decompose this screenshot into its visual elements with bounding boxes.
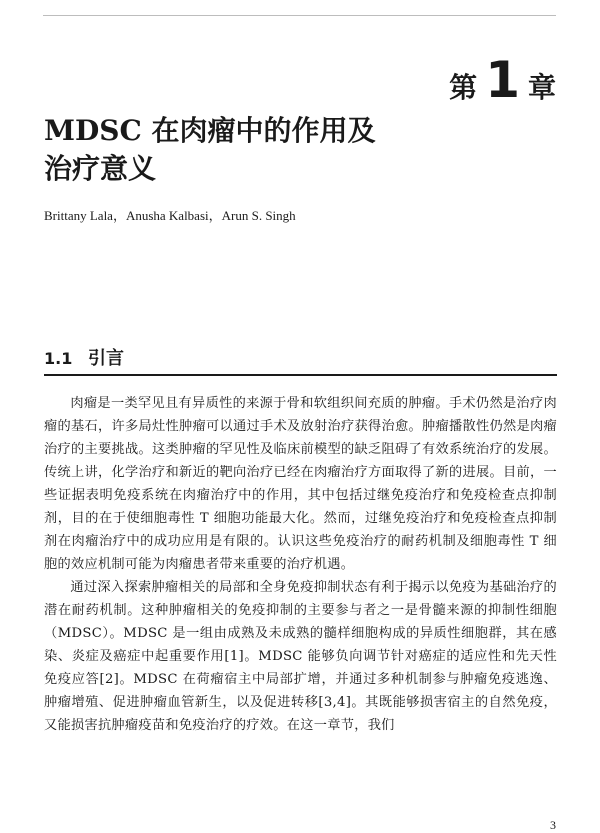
section-title: 引言 bbox=[88, 348, 124, 369]
chapter-title bbox=[44, 112, 424, 188]
paragraph: 通过深入探索肿瘤相关的局部和全身免疫抑制状态有利于揭示以免疫为基础治疗的潜在耐药机制。这种肿瘤相关的免疫抑制的主要参与者之一是骨髓来源的抑制性细胞（MDSC）。MDSC 是一组由成熟及未成熟的髓样细胞构成的异质性细胞群，其在感染、炎症及癌症中起重要作用[1]。MDSC 能够负向调节针对癌症的适应性和先天性免疫应答[2]。MDSC 在荷瘤宿主中局部扩增，并通过多种机制参与肿瘤免疫逃逸、肿瘤增殖、促进肿瘤血管新生，以及促进转移[3,4]。其既能够损害宿主的自然免疫，又能损害抗肿瘤疫苗和免疫治疗的疗效。在这一章节，我们 bbox=[44, 580, 557, 733]
chapter-number: 1 bbox=[485, 51, 520, 109]
chapter-label bbox=[449, 51, 556, 109]
section-number: 1.1 bbox=[44, 349, 73, 368]
body-text bbox=[44, 392, 557, 737]
paragraph: 肉瘤是一类罕见且有异质性的来源于骨和软组织间充质的肿瘤。手术仍然是治疗肉瘤的基石，许多局灶性肿瘤可以通过手术及放射治疗获得治愈。肿瘤播散性仍然是肉瘤治疗的主要挑战。这类肿瘤的罕见性及临床前模型的缺乏阻碍了有效系统治疗的发展。传统上讲，化学治疗和新近的靶向治疗已经在肉瘤治疗方面取得了新的进展。目前，一些证据表明免疫系统在肉瘤治疗中的作用，其中包括过继免疫治疗和免疫检查点抑制剂，目的在于使细胞毒性 T 细胞功能最大化。然而，过继免疫治疗和免疫检查点抑制剂在肉瘤治疗中的成功应用是有限的。认识这些免疫治疗的耐药机制及细胞毒性 T 细胞的效应机制可能为肉瘤患者带来重要的治疗机遇。 bbox=[44, 396, 557, 572]
chapter-title-line2: 治疗意义 bbox=[44, 152, 157, 185]
section-heading bbox=[44, 344, 557, 376]
chapter-prefix: 第 bbox=[449, 71, 478, 104]
page-number: 3 bbox=[550, 818, 556, 832]
authors: Brittany Lala，Anusha Kalbasi，Arun S. Singh bbox=[44, 208, 296, 223]
chapter-title-line1: MDSC 在肉瘤中的作用及 bbox=[44, 114, 376, 147]
chapter-suffix: 章 bbox=[527, 71, 556, 104]
